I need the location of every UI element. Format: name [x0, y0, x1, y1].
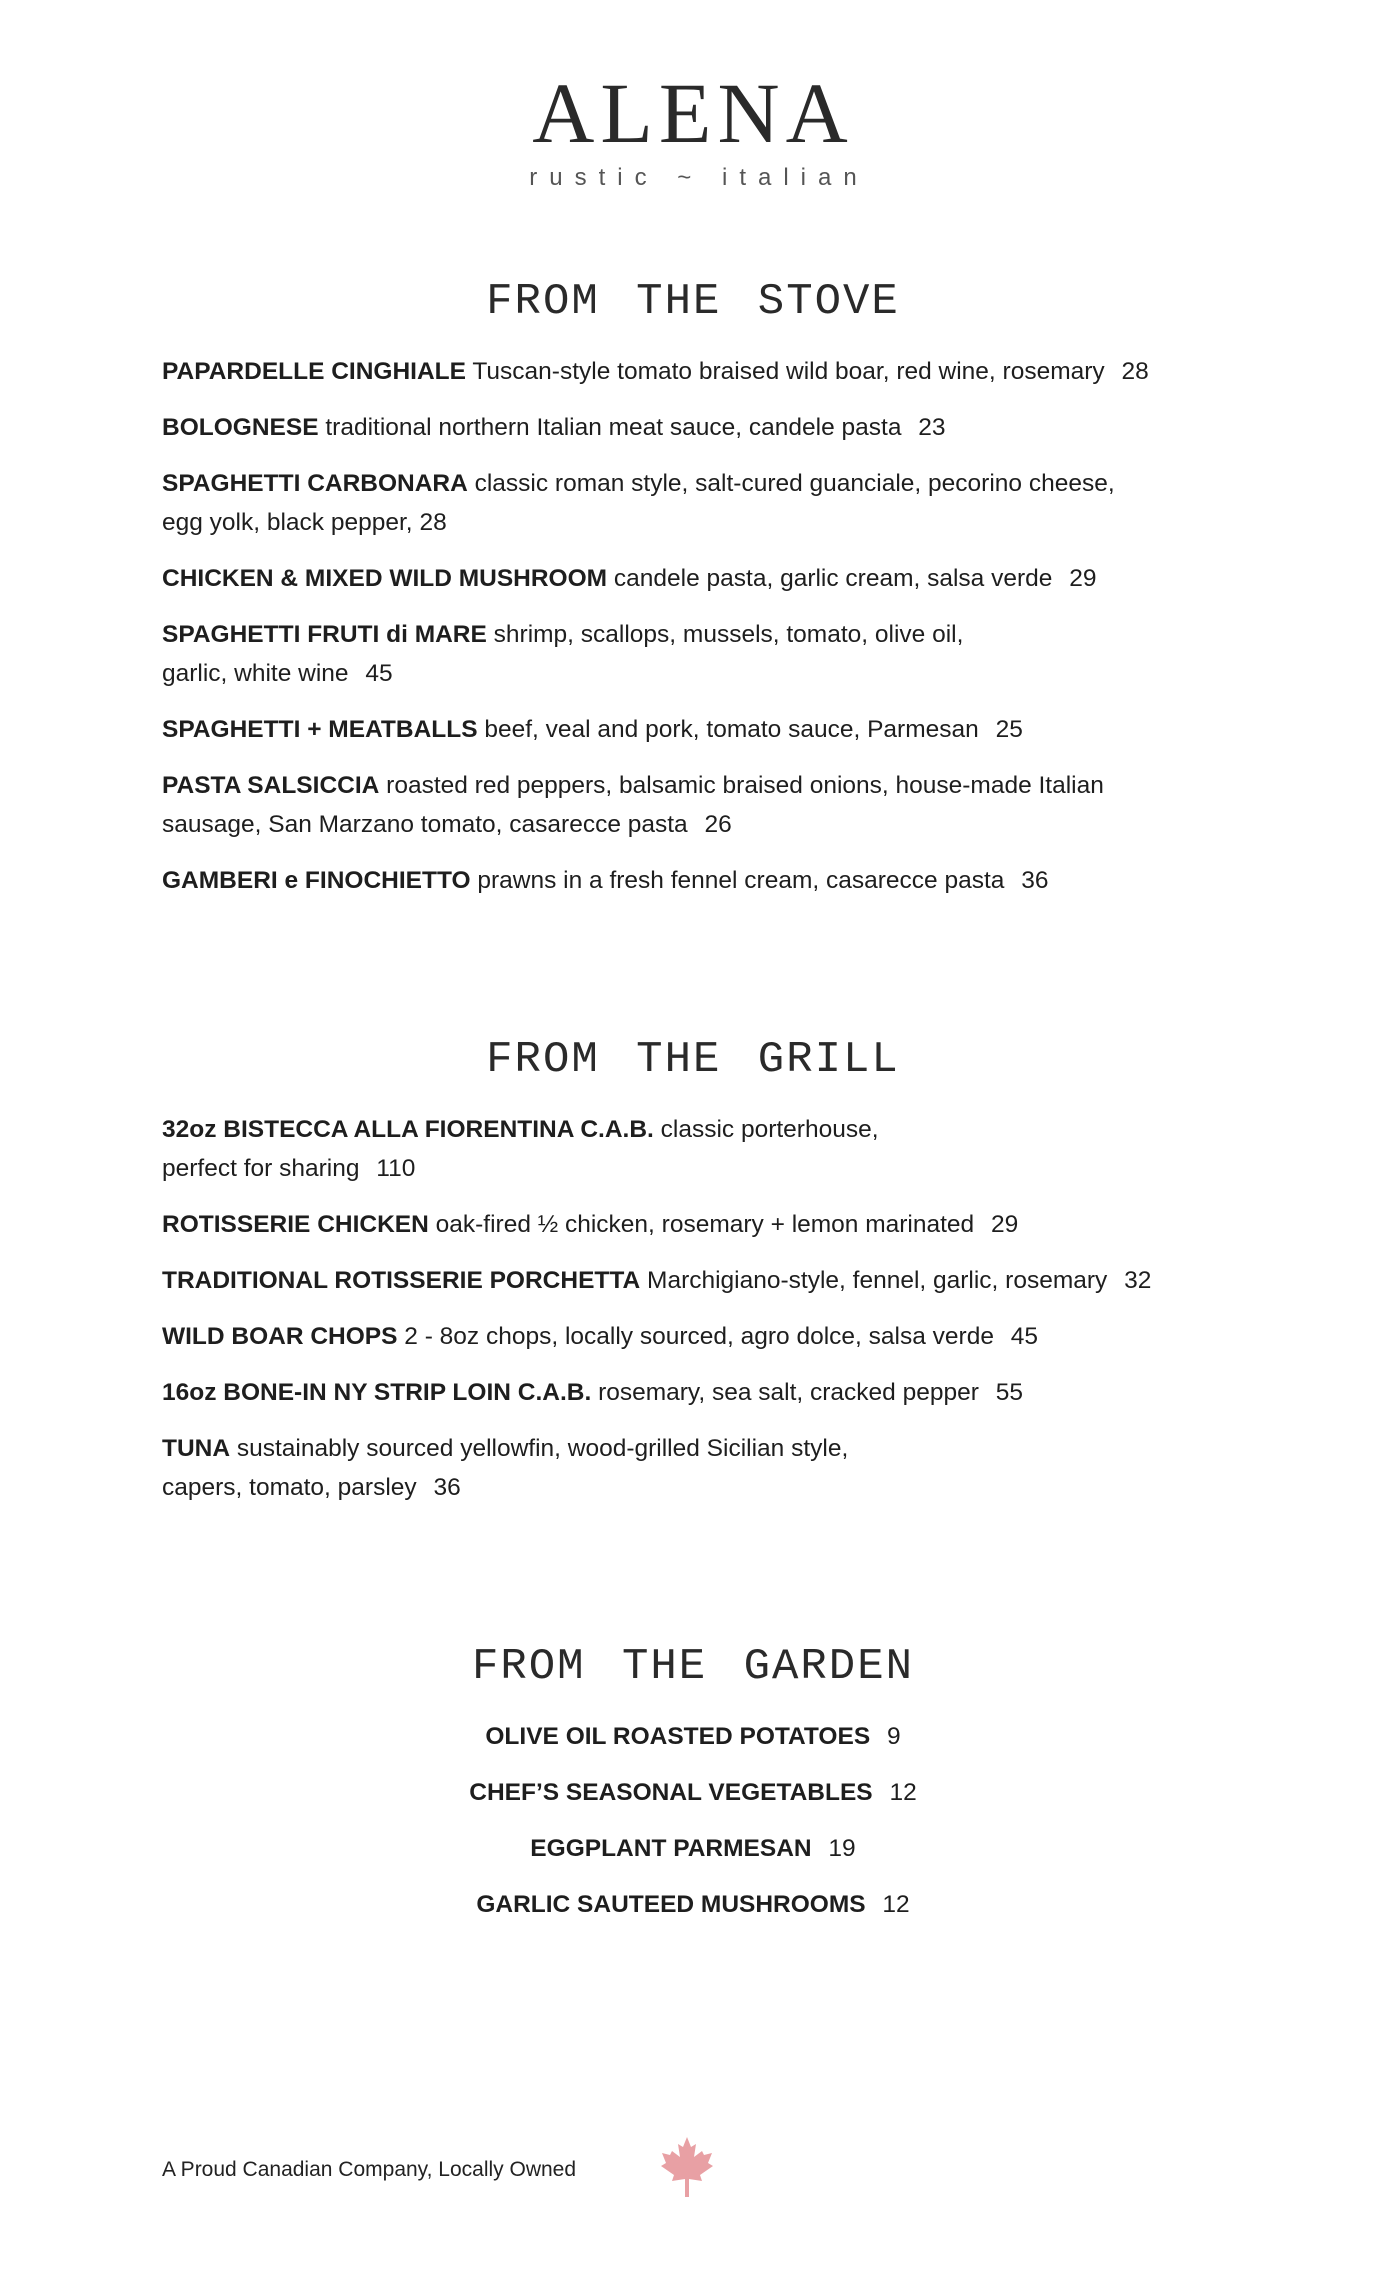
item-name: TUNA — [162, 1435, 231, 1462]
logo-tagline: rustic ~ italian — [529, 164, 869, 191]
menu-item — [162, 1110, 922, 1188]
menu-item — [0, 1773, 1386, 1812]
menu-item — [162, 352, 1222, 391]
item-description: classic porterhouse, perfect for sharing — [162, 1116, 879, 1182]
menu-item — [162, 408, 1222, 447]
item-price: 26 — [704, 811, 732, 838]
maple-leaf-icon — [660, 2135, 714, 2199]
grill-items — [162, 1110, 1222, 1524]
menu-item — [162, 559, 1222, 598]
menu-item — [0, 1717, 1386, 1756]
menu-item — [162, 1317, 1222, 1356]
menu-item — [162, 1261, 1222, 1300]
section-title-garden: FROM THE GARDEN — [471, 1642, 915, 1692]
menu-item — [162, 464, 1162, 542]
item-description: oak-fired ½ chicken, rosemary + lemon marinated — [435, 1211, 975, 1238]
item-name: WILD BOAR CHOPS — [162, 1323, 398, 1350]
logo-name: ALENA — [532, 65, 854, 161]
item-price: 23 — [918, 414, 946, 441]
item-name: SPAGHETTI + MEATBALLS — [162, 716, 478, 743]
restaurant-logo — [0, 65, 1386, 192]
item-name: PAPARDELLE CINGHIALE — [162, 358, 466, 385]
menu-item — [162, 615, 1022, 693]
item-price: 36 — [433, 1474, 461, 1501]
item-description: Marchigiano-style, fennel, garlic, rosemary — [647, 1267, 1108, 1294]
item-price: 110 — [376, 1155, 416, 1182]
menu-item — [162, 1429, 922, 1507]
menu-item — [162, 766, 1172, 844]
item-price: 36 — [1021, 867, 1049, 894]
item-name: CHEF’S SEASONAL VEGETABLES — [469, 1779, 873, 1806]
item-description: candele pasta, garlic cream, salsa verde — [613, 565, 1053, 592]
item-name: EGGPLANT PARMESAN — [530, 1835, 812, 1862]
item-price: 19 — [828, 1835, 856, 1862]
item-name: SPAGHETTI FRUTI di MARE — [162, 621, 487, 648]
item-name: ROTISSERIE CHICKEN — [162, 1211, 429, 1238]
item-name: GARLIC SAUTEED MUSHROOMS — [476, 1891, 866, 1918]
item-price: 55 — [995, 1379, 1023, 1406]
item-description: rosemary, sea salt, cracked pepper — [598, 1379, 979, 1406]
item-description: Tuscan-style tomato braised wild boar, red wine, rosemary — [472, 358, 1105, 385]
item-name: SPAGHETTI CARBONARA — [162, 470, 468, 497]
item-price: 28 — [1121, 358, 1149, 385]
item-name: GAMBERI e FINOCHIETTO — [162, 867, 471, 894]
item-name: 16oz BONE-IN NY STRIP LOIN C.A.B. — [162, 1379, 592, 1406]
item-description: sustainably sourced yellowfin, wood-grilled Sicilian style, capers, tomato, parsley — [162, 1435, 849, 1501]
menu-item — [162, 1205, 1222, 1244]
item-price: 12 — [882, 1891, 910, 1918]
item-description: traditional northern Italian meat sauce, candele pasta — [325, 414, 902, 441]
garden-items — [0, 1717, 1386, 1941]
item-name: OLIVE OIL ROASTED POTATOES — [485, 1723, 871, 1750]
item-price: 9 — [886, 1723, 901, 1750]
item-description: prawns in a fresh fennel cream, casarecce pasta — [477, 867, 1005, 894]
footer-text: A Proud Canadian Company, Locally Owned — [162, 2158, 577, 2181]
item-description: beef, veal and pork, tomato sauce, Parmesan — [484, 716, 979, 743]
item-price: 32 — [1124, 1267, 1152, 1294]
item-price: 12 — [889, 1779, 917, 1806]
menu-item — [162, 861, 1222, 900]
menu-item — [0, 1885, 1386, 1924]
item-name: CHICKEN & MIXED WILD MUSHROOM — [162, 565, 608, 592]
item-price: 29 — [991, 1211, 1019, 1238]
section-title-grill: FROM THE GRILL — [486, 1035, 900, 1085]
menu-item — [162, 710, 1222, 749]
item-description: 2 - 8oz chops, locally sourced, agro dolce, salsa verde — [404, 1323, 994, 1350]
item-price: 28 — [419, 509, 447, 536]
item-price: 25 — [995, 716, 1023, 743]
section-title-stove: FROM THE STOVE — [486, 277, 900, 327]
item-name: PASTA SALSICCIA — [162, 772, 380, 799]
item-name: BOLOGNESE — [162, 414, 319, 441]
item-name: TRADITIONAL ROTISSERIE PORCHETTA — [162, 1267, 641, 1294]
menu-item — [0, 1829, 1386, 1868]
menu-item — [162, 1373, 1222, 1412]
item-price: 45 — [1010, 1323, 1039, 1350]
item-name: 32oz BISTECCA ALLA FIORENTINA C.A.B. — [162, 1116, 654, 1143]
item-price: 45 — [365, 660, 393, 687]
item-price: 29 — [1069, 565, 1097, 592]
stove-items — [162, 352, 1222, 917]
item-description: roasted red peppers, balsamic braised onions, house-made Italian sausage, San Marzano tomato, casarecce pasta — [162, 772, 1104, 838]
item-description: shrimp, scallops, mussels, tomato, olive oil, garlic, white wine — [162, 621, 964, 687]
item-description: classic roman style, salt-cured guanciale, pecorino cheese, egg yolk, black pepper, — [162, 470, 1115, 536]
